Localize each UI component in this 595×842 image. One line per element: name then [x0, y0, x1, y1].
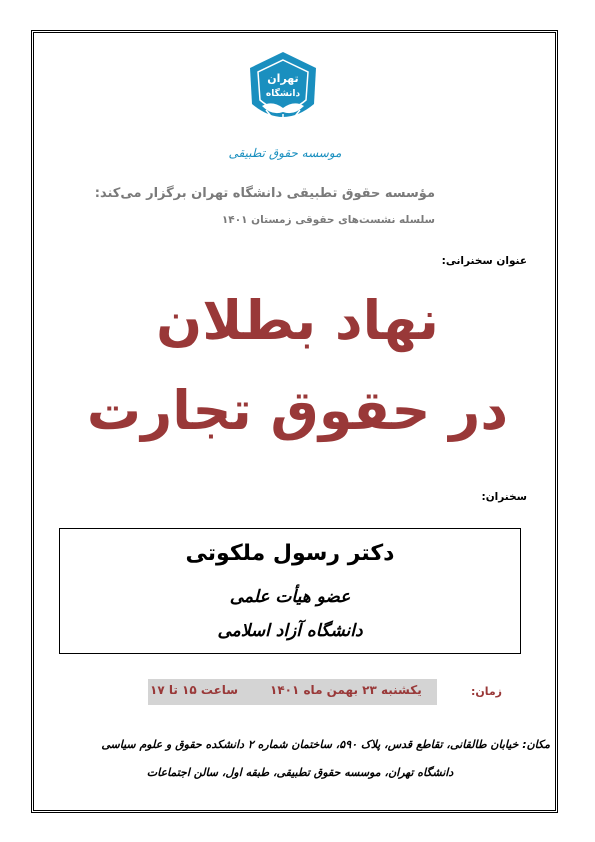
event-date: یکشنبه ۲۳ بهمن ماه ۱۴۰۱	[270, 683, 422, 697]
talk-title-line-2: در حقوق تجارت	[86, 379, 509, 442]
location-line-1: مکان: خیابان طالقانی، تقاطع قدس، پلاک ۵۹۰، ساختمان شماره ۲ دانشکده حقوق و علوم سیاسی	[101, 738, 550, 751]
svg-text:دانشگاه: دانشگاه	[265, 89, 301, 99]
series-subtitle: سلسله نشست‌های حقوقی زمستان ۱۴۰۱	[221, 214, 435, 226]
speaker-role: عضو هیأت علمی	[229, 587, 351, 607]
institute-title: مؤسسه حقوق تطبیقی دانشگاه تهران برگزار می‌کند:	[94, 186, 435, 201]
time-label: زمان:	[470, 685, 502, 698]
speaker-box	[59, 528, 521, 654]
talk-title-label: عنوان سخنرانی:	[441, 255, 527, 267]
university-logo	[244, 50, 322, 132]
institute-logo-caption: موسسه حقوق تطبیقی	[228, 146, 342, 160]
talk-title-line-1: نهاد بطلان	[156, 289, 439, 352]
speaker-university: دانشگاه آزاد اسلامی	[217, 621, 363, 641]
speaker-name: دکتر رسول ملکوتی	[185, 541, 395, 566]
speaker-label: سخنران:	[481, 491, 527, 503]
event-hours: ساعت ۱۵ تا ۱۷	[150, 683, 239, 697]
location-line-2: دانشگاه تهران، موسسه حقوق تطبیقی، طبقه اول، سالن اجتماعات	[146, 766, 454, 779]
svg-text:تهران: تهران	[267, 72, 299, 85]
